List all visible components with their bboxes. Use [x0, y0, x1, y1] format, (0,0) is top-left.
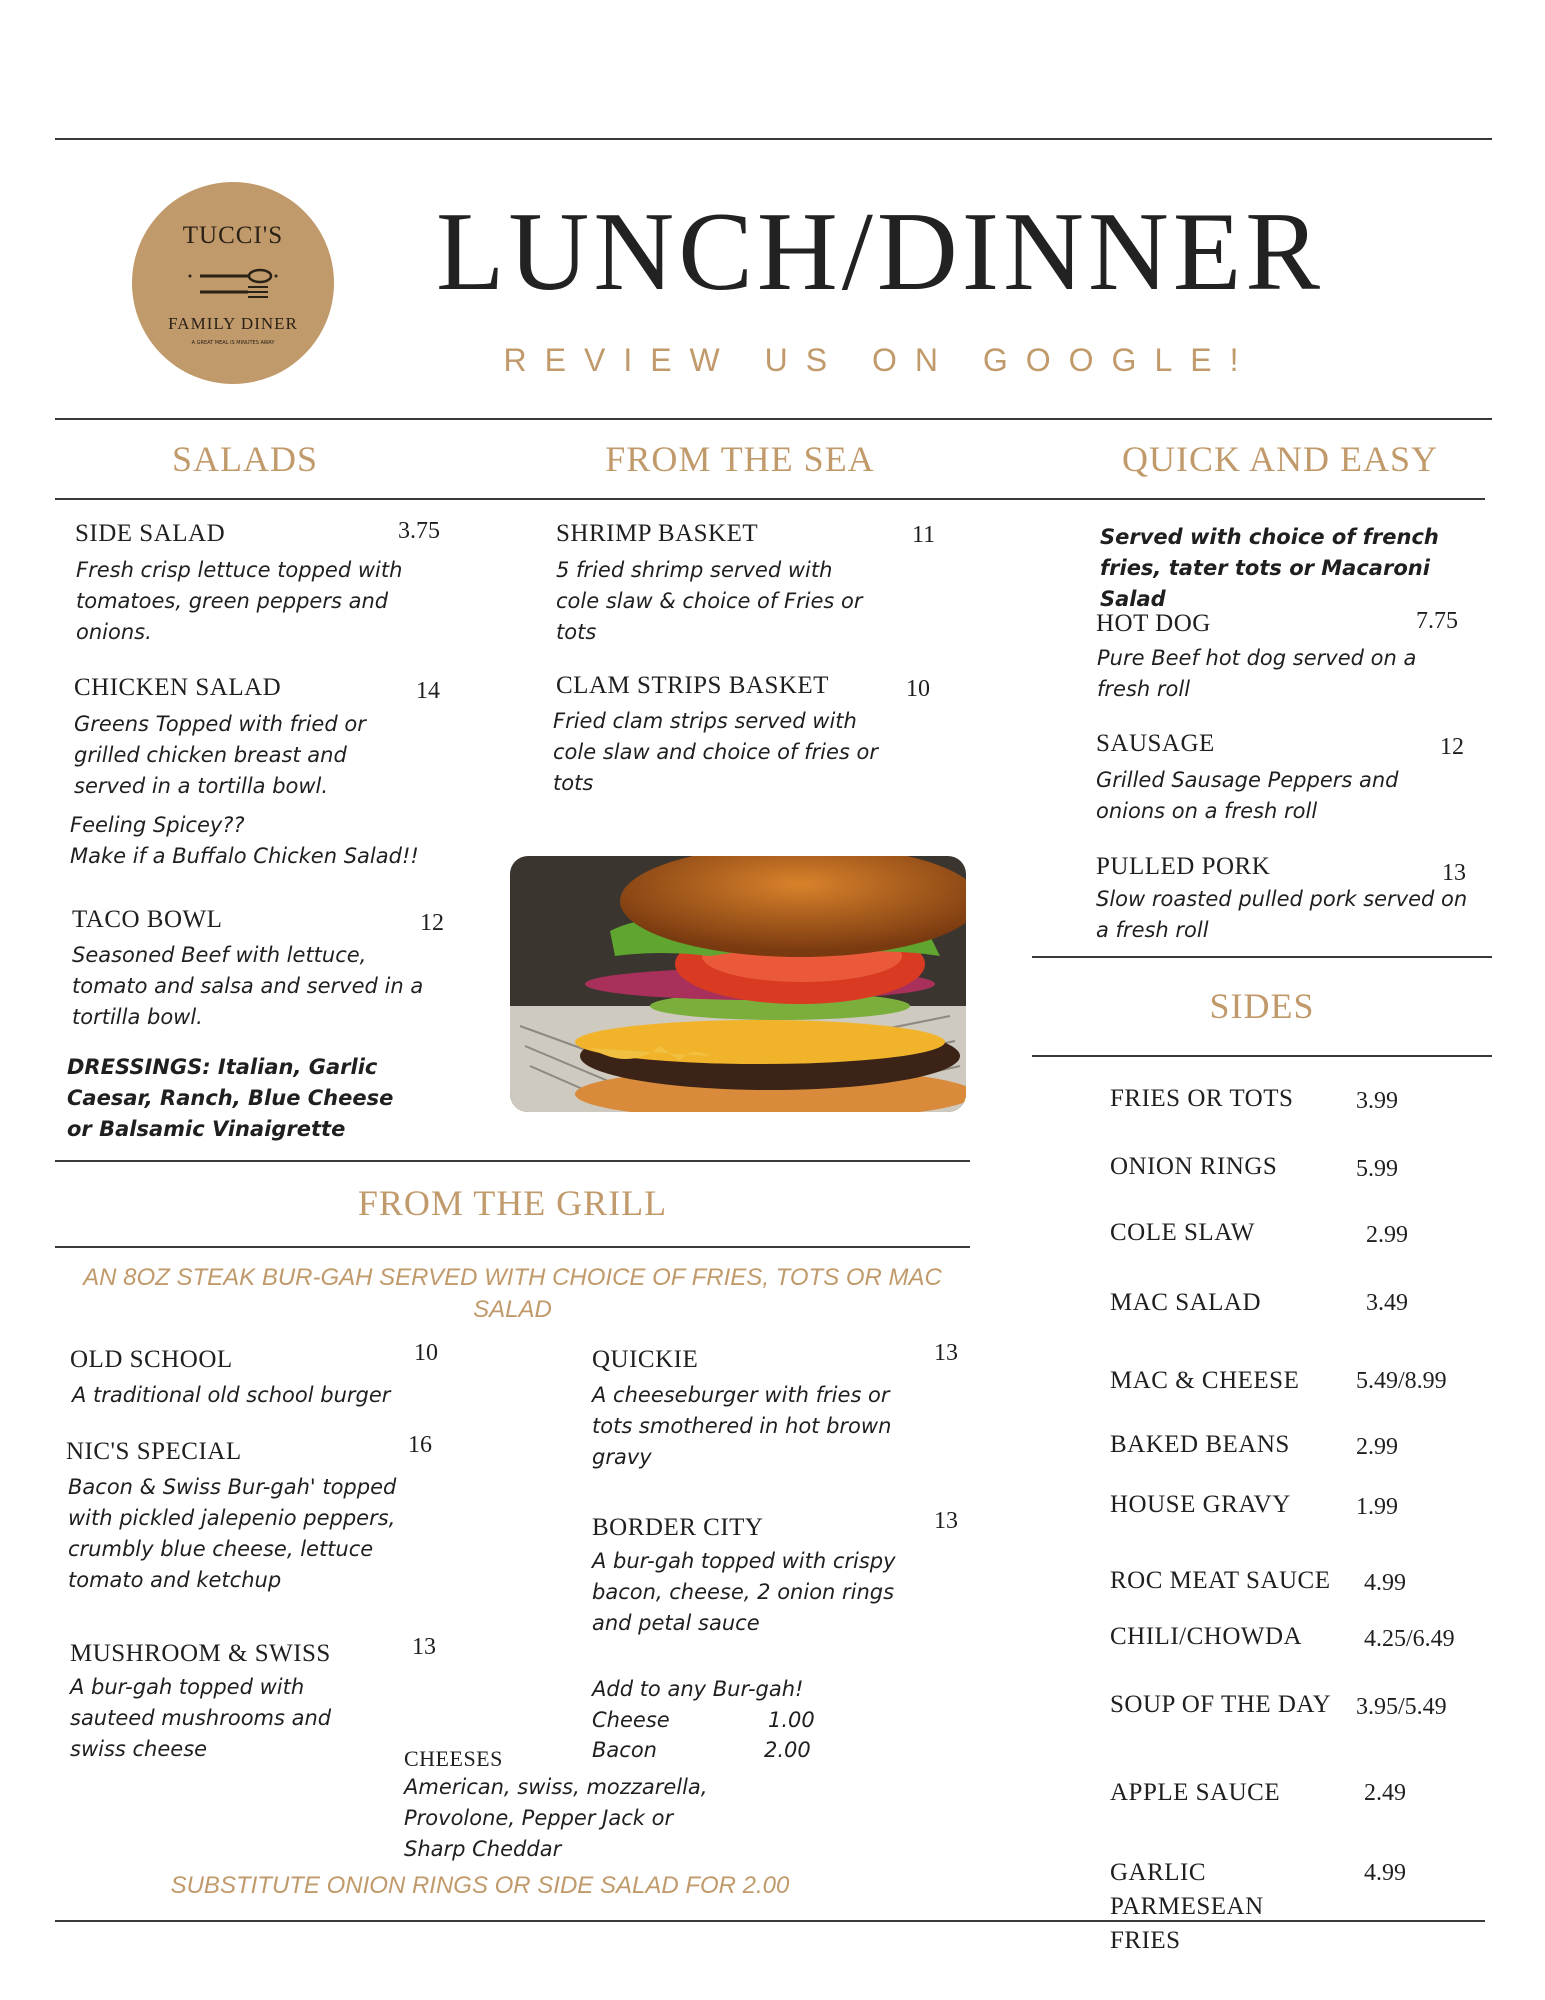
spicy-note: Make if a Buffalo Chicken Salad!!: [70, 844, 419, 868]
item-name: SIDE SALAD: [75, 520, 226, 547]
logo-tagline: FAMILY DINER: [168, 314, 298, 333]
rule-grill-top: [55, 1160, 970, 1162]
side-item-name: MAC SALAD: [1110, 1289, 1262, 1316]
item-description: Pure Beef hot dog served on a fresh roll: [1097, 646, 1417, 701]
section-title-salads: SALADS: [171, 439, 319, 479]
side-item-price: 1.99: [1356, 1494, 1398, 1520]
spicy-note: Feeling Spicey??: [70, 813, 245, 837]
section-title-grill: FROM THE GRILL: [357, 1183, 668, 1223]
item-description: Fresh crisp lettuce topped with tomatoes, green peppers and onions.: [76, 558, 403, 644]
addon-bacon-price: 2.00: [764, 1738, 811, 1762]
side-item-name: BAKED BEANS: [1110, 1431, 1290, 1458]
section-title-quick: QUICK AND EASY: [1121, 439, 1438, 479]
side-item-name: HOUSE GRAVY: [1110, 1491, 1291, 1518]
item-description: Grilled Sausage Peppers and onions on a fresh roll: [1096, 768, 1399, 823]
item-price: 13: [412, 1634, 436, 1660]
item-description: A bur-gah topped with crispy bacon, cheese, 2 onion rings and petal sauce: [592, 1549, 896, 1635]
addon-bacon-label: Bacon: [592, 1738, 657, 1762]
item-description: A cheeseburger with fries or tots smothered in hot brown gravy: [592, 1383, 892, 1469]
logo-name: TUCCI'S: [182, 222, 284, 249]
item-name: NIC'S SPECIAL: [66, 1438, 242, 1465]
side-item-name: GARLIC PARMESEAN FRIES: [1110, 1859, 1264, 1954]
item-price: 7.75: [1416, 608, 1458, 634]
side-item-name: ROC MEAT SAUCE: [1110, 1567, 1331, 1594]
side-item-price: 2.49: [1364, 1780, 1406, 1806]
top-rule: [55, 138, 1492, 140]
quick-intro: Served with choice of french fries, tater tots or Macaroni Salad: [1100, 525, 1439, 611]
side-item-price: 5.99: [1356, 1156, 1398, 1182]
side-item-name: SOUP OF THE DAY: [1110, 1691, 1332, 1718]
item-price: 13: [934, 1340, 958, 1366]
item-description: Bacon & Swiss Bur-gah' topped with pickled jalepenio peppers, crumbly blue cheese, lettuce tomato and ketchup: [68, 1475, 397, 1592]
item-description: Fried clam strips served with cole slaw and choice of fries or tots: [553, 709, 878, 795]
section-title-sides: SIDES: [1209, 986, 1315, 1026]
addons-title: Add to any Bur-gah!: [592, 1677, 804, 1701]
logo-small-text: A GREAT MEAL IS MINUTES AWAY: [191, 340, 275, 346]
addon-cheese-label: Cheese: [592, 1708, 670, 1732]
side-item-name: FRIES OR TOTS: [1110, 1085, 1294, 1112]
item-name: CLAM STRIPS BASKET: [556, 672, 829, 699]
item-price: 13: [1442, 860, 1466, 886]
side-item-price: 4.25/6.49: [1364, 1626, 1455, 1652]
item-name: OLD SCHOOL: [70, 1346, 233, 1373]
rule-sides: [1032, 1055, 1492, 1057]
item-description: Greens Topped with fried or grilled chicken breast and served in a tortilla bowl.: [74, 712, 366, 798]
item-name: QUICKIE: [592, 1346, 699, 1373]
side-item-name: CHILI/CHOWDA: [1110, 1623, 1303, 1650]
side-item-name: APPLE SAUCE: [1110, 1779, 1281, 1806]
item-price: 3.75: [398, 518, 440, 544]
bottom-rule: [55, 1920, 1485, 1922]
item-description: Slow roasted pulled pork served on a fresh roll: [1096, 887, 1468, 942]
cheeses-list: American, swiss, mozzarella, Provolone, Pepper Jack or Sharp Cheddar: [404, 1775, 708, 1861]
item-name: CHICKEN SALAD: [74, 674, 282, 701]
cheeses-title: CHEESES: [404, 1746, 503, 1771]
side-item-price: 2.99: [1356, 1434, 1398, 1460]
item-description: Seasoned Beef with lettuce, tomato and salsa and served in a tortilla bowl.: [72, 943, 424, 1029]
item-name: HOT DOG: [1096, 610, 1211, 637]
item-name: TACO BOWL: [72, 906, 223, 933]
page-title: LUNCH/DINNER: [436, 190, 1324, 314]
item-name: SHRIMP BASKET: [556, 520, 759, 547]
item-price: 14: [416, 678, 440, 704]
side-item-price: 3.99: [1356, 1088, 1398, 1114]
burger-photo: [510, 856, 966, 1112]
side-item-name: COLE SLAW: [1110, 1219, 1255, 1246]
logo: [132, 182, 334, 384]
side-item-name: MAC & CHEESE: [1110, 1367, 1300, 1394]
side-item-price: 4.99: [1364, 1860, 1406, 1886]
side-item-price: 3.49: [1366, 1290, 1408, 1316]
utensils-icon: [182, 264, 284, 304]
item-name: BORDER CITY: [592, 1514, 764, 1541]
dressings-note: DRESSINGS: Italian, Garlic Caesar, Ranch, Blue Cheese or Balsamic Vinaigrette: [67, 1055, 394, 1141]
addon-cheese-price: 1.00: [768, 1708, 815, 1732]
section-rule-under-titles: [55, 498, 1485, 500]
item-name: SAUSAGE: [1096, 730, 1215, 757]
item-description: A traditional old school burger: [72, 1383, 391, 1407]
item-price: 10: [906, 676, 930, 702]
substitute-note: SUBSTITUTE ONION RINGS OR SIDE SALAD FOR 2.00: [170, 1872, 790, 1899]
side-item-price: 4.99: [1364, 1570, 1406, 1596]
item-description: 5 fried shrimp served with cole slaw & choice of Fries or tots: [556, 558, 863, 644]
item-price: 11: [912, 522, 936, 548]
item-price: 13: [934, 1508, 958, 1534]
rule-quick-bottom: [1032, 956, 1492, 958]
item-description: A bur-gah topped with sauteed mushrooms and swiss cheese: [70, 1675, 332, 1761]
side-item-price: 2.99: [1366, 1222, 1408, 1248]
item-price: 12: [1440, 734, 1464, 760]
item-name: MUSHROOM & SWISS: [70, 1640, 331, 1667]
item-price: 12: [420, 910, 444, 936]
section-rule-top: [55, 418, 1492, 420]
side-item-name: ONION RINGS: [1110, 1153, 1278, 1180]
side-item-price: 5.49/8.99: [1356, 1368, 1447, 1394]
rule-grill-under: [55, 1246, 970, 1248]
item-price: 16: [408, 1432, 432, 1458]
grill-intro: AN 8OZ STEAK BUR-GAH SERVED WITH CHOICE OF FRIES, TOTS OR MAC SALAD: [83, 1264, 942, 1323]
page-subtitle: REVIEW US ON GOOGLE!: [503, 342, 1257, 378]
section-title-sea: FROM THE SEA: [605, 439, 875, 479]
item-name: PULLED PORK: [1096, 853, 1271, 880]
side-item-price: 3.95/5.49: [1356, 1694, 1447, 1720]
item-price: 10: [414, 1340, 438, 1366]
